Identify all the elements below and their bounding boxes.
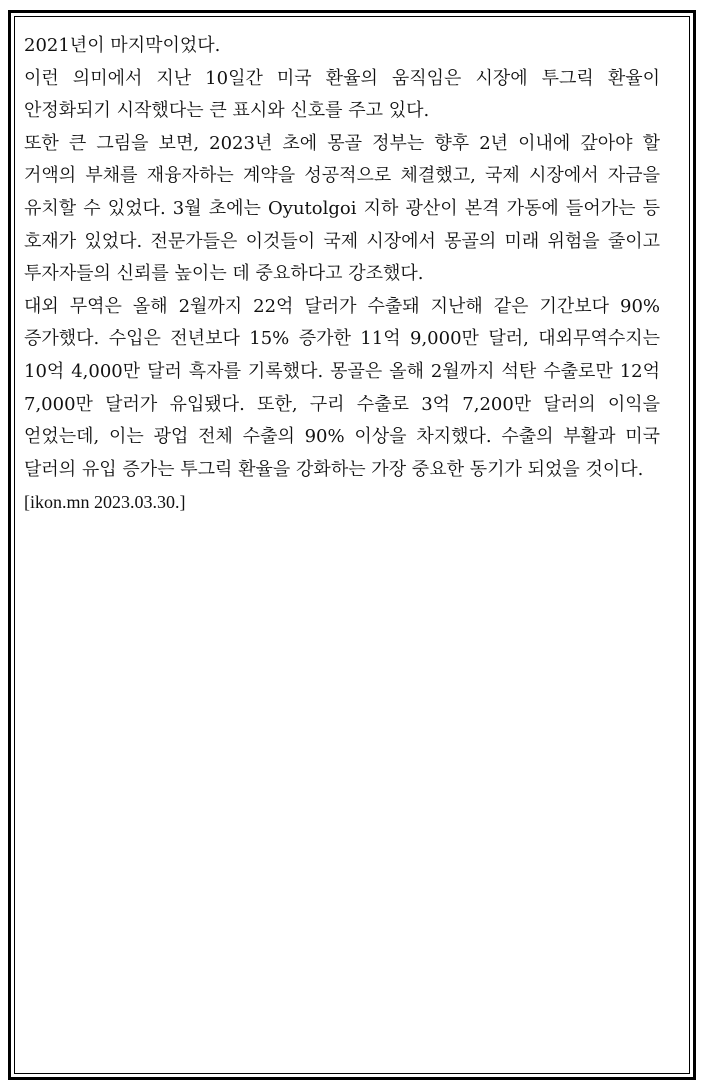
paragraph-2: 이런 의미에서 지난 10일간 미국 환율의 움직임은 시장에 투그릭 환율이 안정화되기 시작했다는 큰 표시와 신호를 주고 있다. — [24, 67, 660, 122]
paragraph-3: 또한 큰 그림을 보면, 2023년 초에 몽골 정부는 향후 2년 이내에 갚아야 할 거액의 부채를 재융자하는 계약을 성공적으로 체결했고, 국제 시장에서 자금을 유치할 수 있었다. 3월 초에는 Oyutolgoi 지하 광산이 본격 가동에 들어가는 등 호재가 있었다. 전문가들은 이것들이 국제 시장에서 몽골의 미래 위험을 줄이고 투자자들의 신뢰를 높이는 데 중요하다고 강조했다. — [24, 132, 660, 285]
paragraph-4: 대외 무역은 올해 2월까지 22억 달러가 수출돼 지난해 같은 기간보다 90% 증가했다. 수입은 전년보다 15% 증가한 11억 9,000만 달러, 대외무역수지는 10억 4,000만 달러 흑자를 기록했다. 몽골은 올해 2월까지 석탄 수출로만 12억 7,000만 달러가 유입됐다. 또한, 구리 수출로 3억 7,200만 달러의 이익을 얻었는데, 이는 광업 전체 수출의 90% 이상을 차지했다. 수출의 부활과 미국 달러의 유입 증가는 투그릭 환율을 강화하는 가장 중요한 동기가 되었을 것이다. — [24, 295, 660, 480]
source-citation: [ikon.mn 2023.03.30.] — [24, 492, 186, 513]
document-body — [24, 30, 660, 519]
paragraph-1: 2021년이 마지막이었다. — [24, 35, 221, 56]
